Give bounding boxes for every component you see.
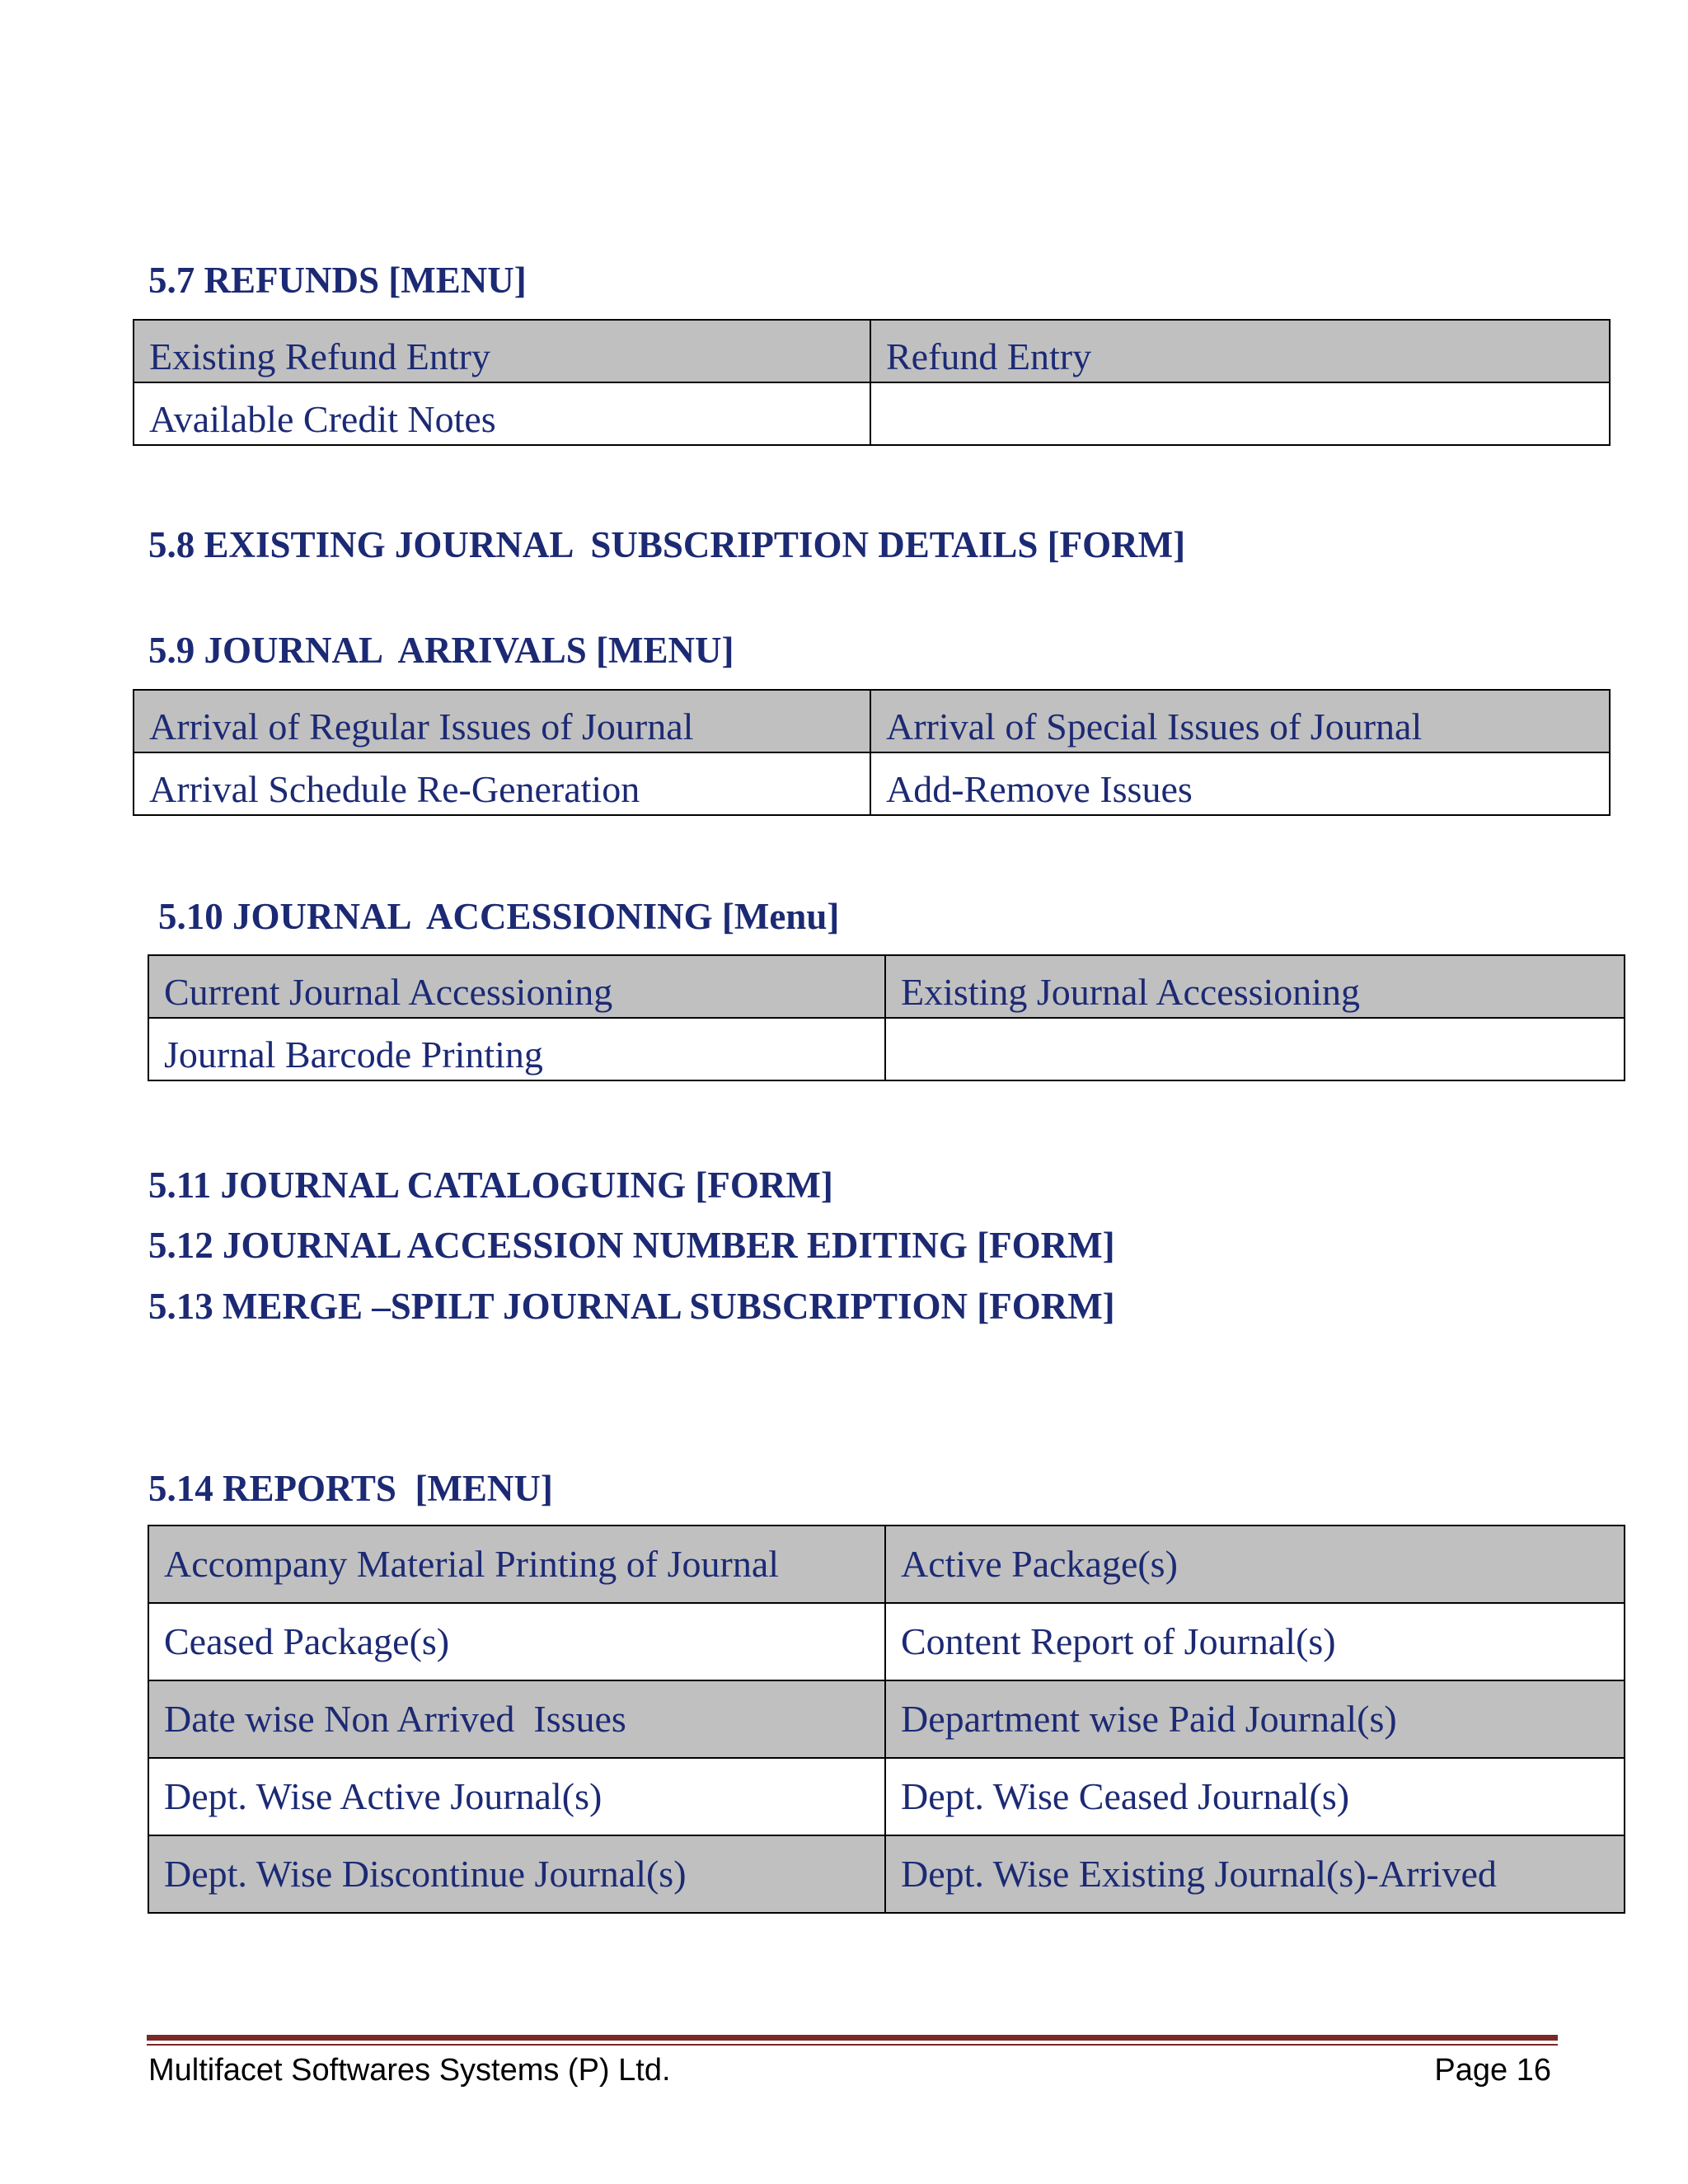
journal-arrivals-menu-table	[133, 689, 1611, 816]
menu-item-dept-wise-existing-journals-arrived[interactable]: Dept. Wise Existing Journal(s)-Arrived	[885, 1835, 1625, 1913]
refunds-menu-table	[133, 319, 1611, 446]
table-row	[134, 752, 1610, 815]
menu-item-department-wise-paid-journals[interactable]: Department wise Paid Journal(s)	[885, 1680, 1625, 1758]
table-row	[134, 320, 1610, 382]
section-5-13-heading: 5.13 MERGE –SPILT JOURNAL SUBSCRIPTION [FORM]	[148, 1286, 1115, 1327]
section-5-12-heading: 5.12 JOURNAL ACCESSION NUMBER EDITING [FORM]	[148, 1225, 1115, 1266]
section-5-14-heading: 5.14 REPORTS [MENU]	[148, 1468, 553, 1509]
menu-item-existing-refund-entry[interactable]: Existing Refund Entry	[134, 320, 870, 382]
menu-item-refund-entry[interactable]: Refund Entry	[870, 320, 1610, 382]
journal-accessioning-menu-table	[148, 954, 1625, 1081]
menu-item-dept-wise-discontinue-journals[interactable]: Dept. Wise Discontinue Journal(s)	[148, 1835, 885, 1913]
menu-item-accompany-material-printing[interactable]: Accompany Material Printing of Journal	[148, 1526, 885, 1603]
menu-item-arrival-special-issues[interactable]: Arrival of Special Issues of Journal	[870, 690, 1610, 752]
menu-item-existing-journal-accessioning[interactable]: Existing Journal Accessioning	[885, 955, 1625, 1018]
empty-cell	[885, 1018, 1625, 1080]
reports-menu-table	[148, 1525, 1625, 1914]
menu-item-ceased-packages[interactable]: Ceased Package(s)	[148, 1603, 885, 1680]
menu-item-active-packages[interactable]: Active Package(s)	[885, 1526, 1625, 1603]
menu-item-date-wise-non-arrived-issues[interactable]: Date wise Non Arrived Issues	[148, 1680, 885, 1758]
footer-divider-thin	[147, 2044, 1558, 2046]
section-5-8-heading: 5.8 EXISTING JOURNAL SUBSCRIPTION DETAILS [FORM]	[148, 524, 1186, 565]
menu-item-arrival-regular-issues[interactable]: Arrival of Regular Issues of Journal	[134, 690, 870, 752]
footer-page-number: Page 16	[1434, 2053, 1551, 2088]
menu-item-dept-wise-active-journals[interactable]: Dept. Wise Active Journal(s)	[148, 1758, 885, 1835]
table-row	[148, 1835, 1625, 1913]
menu-item-add-remove-issues[interactable]: Add-Remove Issues	[870, 752, 1610, 815]
menu-item-content-report-of-journals[interactable]: Content Report of Journal(s)	[885, 1603, 1625, 1680]
menu-item-journal-barcode-printing[interactable]: Journal Barcode Printing	[148, 1018, 885, 1080]
menu-item-arrival-schedule-regeneration[interactable]: Arrival Schedule Re-Generation	[134, 752, 870, 815]
footer-company-name: Multifacet Softwares Systems (P) Ltd.	[148, 2053, 671, 2088]
table-row	[148, 1603, 1625, 1680]
table-row	[148, 955, 1625, 1018]
table-row	[148, 1758, 1625, 1835]
section-5-9-heading: 5.9 JOURNAL ARRIVALS [MENU]	[148, 630, 734, 671]
table-row	[148, 1680, 1625, 1758]
section-5-11-heading: 5.11 JOURNAL CATALOGUING [FORM]	[148, 1165, 833, 1206]
table-row	[134, 382, 1610, 445]
section-5-7-heading: 5.7 REFUNDS [MENU]	[148, 260, 527, 301]
menu-item-current-journal-accessioning[interactable]: Current Journal Accessioning	[148, 955, 885, 1018]
footer-divider	[147, 2035, 1558, 2041]
table-row	[148, 1526, 1625, 1603]
menu-item-available-credit-notes[interactable]: Available Credit Notes	[134, 382, 870, 445]
table-row	[148, 1018, 1625, 1080]
section-5-10-heading: 5.10 JOURNAL ACCESSIONING [Menu]	[158, 896, 840, 937]
menu-item-dept-wise-ceased-journals[interactable]: Dept. Wise Ceased Journal(s)	[885, 1758, 1625, 1835]
table-row	[134, 690, 1610, 752]
empty-cell	[870, 382, 1610, 445]
